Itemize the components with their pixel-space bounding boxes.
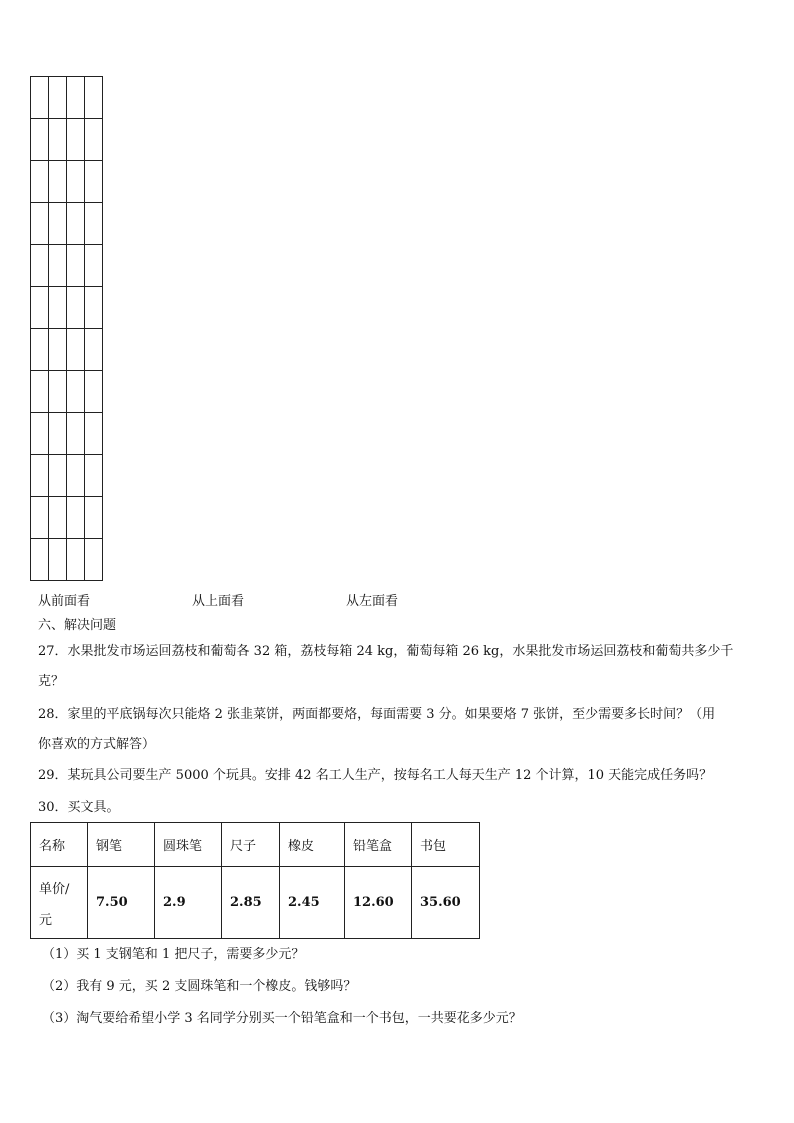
grid-cell (31, 539, 49, 581)
sub-question-2: （2）我有 9 元，买 2 支圆珠笔和一个橡皮。钱够吗？ (42, 979, 357, 994)
header-cell-eraser: 橡皮 (280, 823, 345, 867)
grid-row (31, 77, 103, 119)
grid-cell (49, 245, 67, 287)
grid-row (31, 203, 103, 245)
question-28-line1: 28．家里的平底锅每次只能烙 2 张韭菜饼，两面都要烙，每面需要 3 分。如果要烙 7 张饼，至少需要多长时间？（用 (38, 707, 716, 722)
grid-row (31, 497, 103, 539)
grid-cell (31, 455, 49, 497)
grid-cell (67, 329, 85, 371)
grid-cell (85, 245, 103, 287)
grid-cell (31, 161, 49, 203)
grid-cell (31, 371, 49, 413)
grid-row (31, 539, 103, 581)
grid-cell (67, 203, 85, 245)
view-label-top: 从上面看 (192, 594, 245, 609)
price-cell-eraser: 2.45 (280, 867, 345, 939)
grid-cell (67, 287, 85, 329)
grid-cell (49, 77, 67, 119)
grid-cell (85, 77, 103, 119)
grid-cell (67, 539, 85, 581)
view-label-left: 从左面看 (346, 594, 399, 609)
price-cell-pen: 7.50 (88, 867, 155, 939)
grid-cell (67, 77, 85, 119)
grid-cell (31, 77, 49, 119)
grid-cell (85, 287, 103, 329)
grid-cell (67, 119, 85, 161)
view-labels (0, 590, 794, 610)
grid-cell (49, 413, 67, 455)
grid-cell (85, 161, 103, 203)
grid-cell (49, 119, 67, 161)
grid-cell (31, 329, 49, 371)
grid-cell (85, 371, 103, 413)
grid-cell (49, 161, 67, 203)
grid-cell (49, 329, 67, 371)
grid-cell (85, 119, 103, 161)
grid-cell (49, 539, 67, 581)
grid-cell (49, 371, 67, 413)
grid-row (31, 329, 103, 371)
row-label-line2: 元 (39, 912, 53, 928)
grid-cell (49, 287, 67, 329)
grid-cell (67, 245, 85, 287)
grid-row (31, 287, 103, 329)
price-cell-ballpoint: 2.9 (155, 867, 222, 939)
grid-cell (31, 497, 49, 539)
price-table (30, 822, 480, 939)
grid-cell (31, 119, 49, 161)
header-cell-pencil-box: 铅笔盒 (345, 823, 412, 867)
grid-cell (67, 455, 85, 497)
grid-cell (31, 287, 49, 329)
grid-cell (67, 413, 85, 455)
price-cell-pencil-box: 12.60 (345, 867, 412, 939)
price-cell-ruler: 2.85 (222, 867, 280, 939)
grid-cell (31, 245, 49, 287)
grid-row (31, 455, 103, 497)
grid-cell (31, 413, 49, 455)
header-cell-pen: 钢笔 (88, 823, 155, 867)
grid-row (31, 245, 103, 287)
grid-cell (31, 203, 49, 245)
sub-question-3: （3）淘气要给希望小学 3 名同学分别买一个铅笔盒和一个书包，一共要花多少元？ (42, 1011, 522, 1026)
grid-cell (67, 161, 85, 203)
grid-cell (85, 455, 103, 497)
header-cell-name: 名称 (31, 823, 88, 867)
grid-row (31, 119, 103, 161)
question-30-title: 30．买文具。 (38, 800, 120, 815)
view-label-front: 从前面看 (38, 594, 91, 609)
grid-table (30, 76, 103, 581)
row-label-line1: 单价/ (39, 881, 70, 897)
grid-cell (85, 203, 103, 245)
grid-cell (49, 497, 67, 539)
grid-cell (85, 497, 103, 539)
grid-cell (67, 371, 85, 413)
square-grid (30, 76, 103, 581)
question-29: 29．某玩具公司要生产 5000 个玩具。安排 42 名工人生产，按每名工人每天生产 12 个计算，10 天能完成任务吗？ (38, 768, 713, 783)
grid-cell (85, 539, 103, 581)
price-table-header-row (31, 823, 480, 867)
header-cell-schoolbag: 书包 (412, 823, 480, 867)
section-title: 六、解决问题 (38, 618, 117, 633)
grid-row (31, 413, 103, 455)
grid-cell (49, 203, 67, 245)
grid-row (31, 161, 103, 203)
sub-question-1: （1）买 1 支钢笔和 1 把尺子，需要多少元？ (42, 947, 305, 962)
row-label-unit-price (31, 867, 88, 939)
question-28-line2: 你喜欢的方式解答） (38, 737, 156, 752)
grid-cell (49, 455, 67, 497)
grid-cell (85, 413, 103, 455)
header-cell-ballpoint: 圆珠笔 (155, 823, 222, 867)
price-cell-schoolbag: 35.60 (412, 867, 480, 939)
question-27-line1: 27．水果批发市场运回荔枝和葡萄各 32 箱，荔枝每箱 24 kg，葡萄每箱 26 kg，水果批发市场运回荔枝和葡萄共多少千 (38, 644, 734, 659)
grid-row (31, 371, 103, 413)
header-cell-ruler: 尺子 (222, 823, 280, 867)
grid-cell (85, 329, 103, 371)
grid-cell (67, 497, 85, 539)
price-table-price-row (31, 867, 480, 939)
question-27-line2: 克？ (38, 674, 65, 689)
